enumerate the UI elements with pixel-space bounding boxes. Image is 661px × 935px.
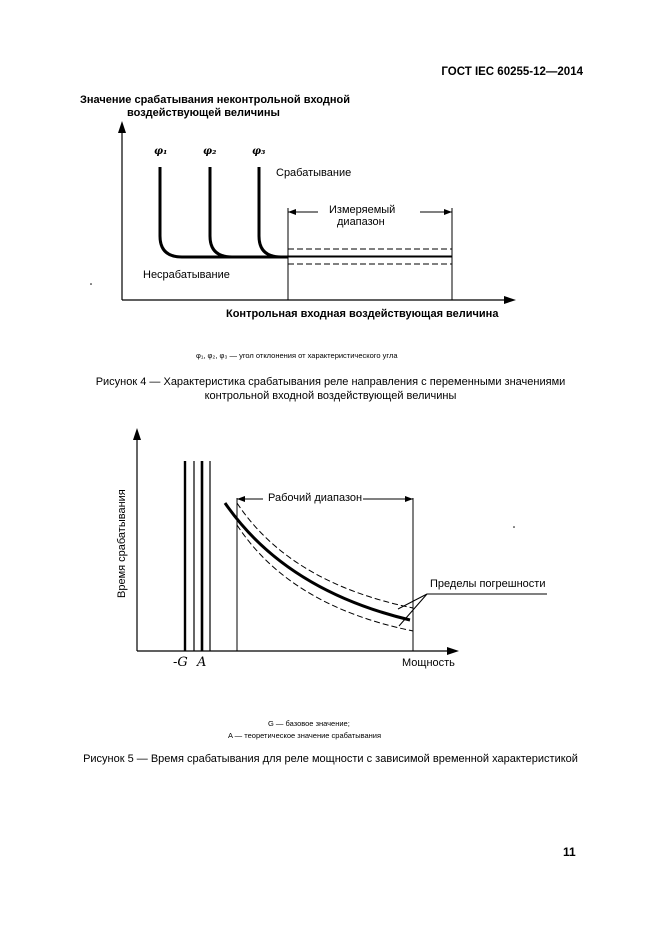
fig5-legend-g: G — базовое значение; bbox=[268, 719, 350, 728]
fig4-x-axis-label: Контрольная входная воздействующая величина bbox=[226, 308, 499, 320]
fig4-caption-line2: контрольной входной воздействующей величины bbox=[204, 390, 457, 402]
fig5-legend-a: A — теоретическое значение срабатывания bbox=[228, 731, 382, 740]
fig5-range-arrow-right bbox=[405, 496, 413, 502]
fig4-phi3-label: φ₃ bbox=[252, 146, 266, 157]
fig4-operate-region-label: Срабатывание bbox=[276, 167, 352, 179]
fig4-phi2-label: φ₂ bbox=[203, 146, 217, 157]
fig5-error-limit-upper bbox=[237, 503, 413, 608]
fig4-no-operate-region-label: Несрабатывание bbox=[143, 269, 230, 281]
fig5-range-label: Рабочий диапазон bbox=[268, 492, 363, 504]
fig4-range-label-line1: Измеряемый bbox=[329, 204, 396, 216]
fig5-y-axis-label: Время срабатывания bbox=[116, 489, 128, 598]
fig5-stray-dot bbox=[513, 526, 515, 528]
fig5-y-axis-arrow bbox=[133, 428, 141, 440]
fig4-phi1-label: φ₁ bbox=[154, 146, 168, 157]
page-number: 11 bbox=[563, 845, 576, 859]
standard-number: ГОСТ IEC 60255-12—2014 bbox=[441, 66, 583, 78]
fig5-x-axis-label: Мощность bbox=[402, 657, 455, 669]
fig5-time-curve bbox=[225, 503, 410, 620]
fig5-range-arrow-left bbox=[237, 496, 245, 502]
fig5-a-mark: A bbox=[197, 655, 207, 670]
fig5-g-mark: -G bbox=[173, 655, 188, 670]
fig5-error-limits-label: Пределы погрешности bbox=[430, 578, 546, 590]
fig5-x-axis-arrow bbox=[447, 647, 459, 655]
fig5-caption: Рисунок 5 — Время срабатывания для реле мощности с зависимой временной характеристикой bbox=[83, 753, 578, 765]
fig4-y-axis-label-line2: воздействующей величины bbox=[127, 107, 280, 119]
fig4-caption-line1: Рисунок 4 — Характеристика срабатывания реле направления с переменными значениями bbox=[95, 376, 566, 388]
fig4-legend: φ₁, φ₂, φ₃ — угол отклонения от характеристического угла bbox=[196, 351, 398, 360]
fig4-range-label-line2: диапазон bbox=[337, 216, 385, 228]
fig4-y-axis-label-line1: Значение срабатывания неконтрольной входной bbox=[80, 94, 350, 106]
